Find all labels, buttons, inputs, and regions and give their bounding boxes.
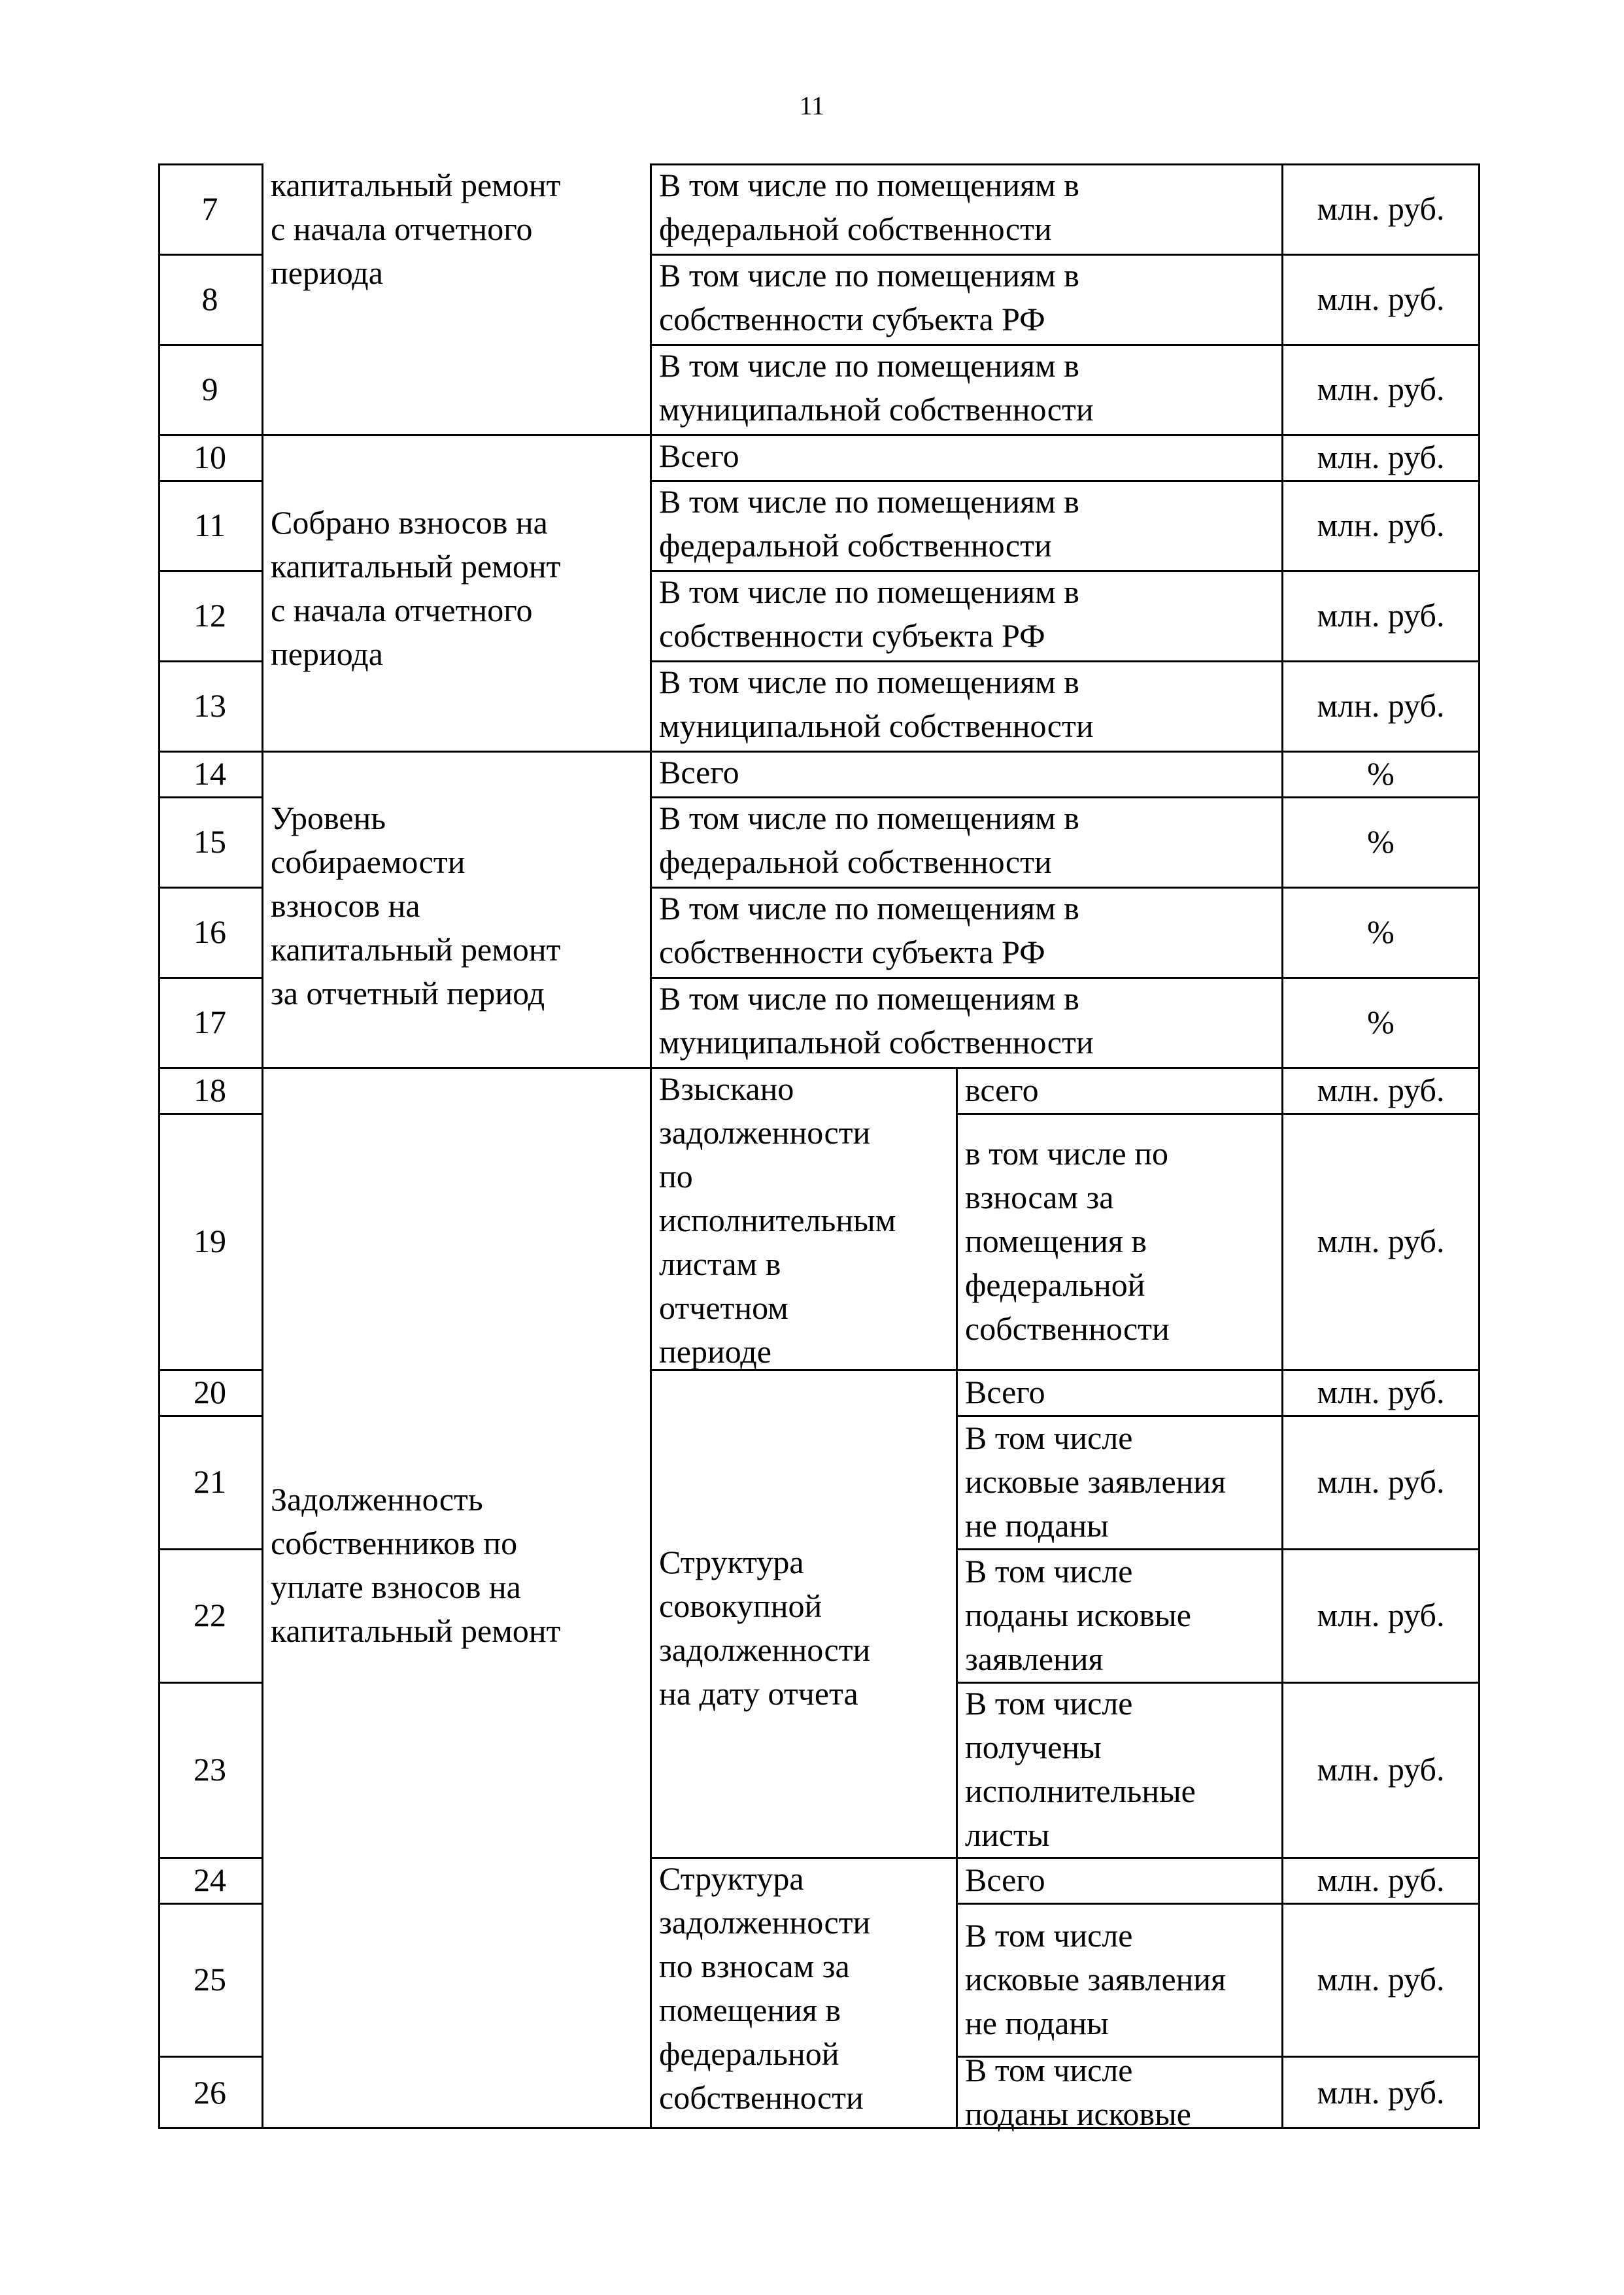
parameter-cell: В том числе по помещениям в федеральной собственности — [659, 483, 1079, 564]
unit-cell: % — [1367, 1003, 1395, 1040]
report-table — [158, 163, 1480, 2132]
row-number: 20 — [194, 1373, 226, 1410]
unit-cell: % — [1367, 823, 1395, 860]
unit-cell: млн. руб. — [1317, 1750, 1445, 1788]
row-number: 23 — [194, 1750, 226, 1788]
parameter-cell: В том числе по помещениям в собственности субъекта РФ — [659, 573, 1079, 654]
page-number: 11 — [799, 91, 825, 120]
unit-cell: млн. руб. — [1317, 1596, 1445, 1633]
group-label: Собрано взносов на капитальный ремонт с начала отчетного периода — [271, 504, 561, 672]
parameter-cell: В том числе по помещениям в муниципальной собственности — [659, 980, 1094, 1061]
row-number: 10 — [194, 438, 226, 475]
row-number: 19 — [194, 1222, 226, 1259]
group-label: Задолженность собственников по уплате взносов на капитальный ремонт — [271, 1481, 561, 1649]
row-number: 17 — [194, 1003, 226, 1040]
unit-cell: млн. руб. — [1317, 2073, 1445, 2111]
parameter-cell: В том числе по помещениям в муниципальной собственности — [659, 664, 1094, 744]
row-number: 15 — [194, 823, 226, 860]
unit-cell: млн. руб. — [1317, 1463, 1445, 1500]
parameter-cell: В том числе поданы исковые заявления — [965, 1552, 1191, 1677]
unit-cell: млн. руб. — [1317, 1373, 1445, 1410]
parameter-cell: В том числе по помещениям в муниципальной собственности — [659, 347, 1094, 428]
row-number: 21 — [194, 1463, 226, 1500]
parameter-cell: В том числе исковые заявления не поданы — [965, 1419, 1226, 1544]
subgroup-label: Структура совокупной задолженности на дату отчета — [659, 1544, 871, 1712]
unit-cell: млн. руб. — [1317, 280, 1445, 317]
parameter-cell: В том числе получены исполнительные листы — [965, 1685, 1196, 1853]
parameter-cell: В том числе исковые заявления не поданы — [965, 1916, 1226, 2041]
row-number: 7 — [201, 190, 218, 227]
unit-cell: млн. руб. — [1317, 1960, 1445, 1998]
row-number: 12 — [194, 596, 226, 634]
parameter-cell: Всего — [659, 437, 739, 474]
row-number: 8 — [201, 280, 218, 317]
parameter-cell: Всего — [965, 1861, 1045, 1898]
row-number: 25 — [194, 1960, 226, 1998]
row-number: 13 — [194, 687, 226, 724]
row-number: 14 — [194, 755, 226, 792]
row-number: 24 — [194, 1861, 226, 1898]
parameter-cell: в том числе по взносам за помещения в федеральной собственности — [965, 1134, 1170, 1347]
parameter-cell: всего — [965, 1071, 1039, 1108]
subgroup-label: Структура задолженности по взносам за помещения в федеральной собственности — [659, 1860, 871, 2116]
parameter-cell: В том числе по помещениям в собственности субъекта РФ — [659, 890, 1079, 970]
row-number: 9 — [201, 370, 218, 407]
unit-cell: % — [1367, 913, 1395, 950]
row-number: 16 — [194, 913, 226, 950]
group-label: капитальный ремонт с начала отчетного периода — [271, 167, 561, 291]
unit-cell: млн. руб. — [1317, 1861, 1445, 1898]
unit-cell: млн. руб. — [1317, 1222, 1445, 1259]
unit-cell: млн. руб. — [1317, 1071, 1445, 1108]
parameter-cell: Всего — [965, 1373, 1045, 1410]
row-number: 18 — [194, 1071, 226, 1108]
parameter-cell: В том числе по помещениям в федеральной собственности — [659, 800, 1079, 880]
row-number: 26 — [194, 2073, 226, 2111]
group-label: Уровень собираемости взносов на капитальный ремонт за отчетный период — [271, 800, 561, 1012]
subgroup-label: Взыскано задолженности по исполнительным листам в отчетном периоде — [659, 1070, 896, 1370]
unit-cell: млн. руб. — [1317, 438, 1445, 475]
unit-cell: % — [1367, 755, 1395, 792]
parameter-cell: В том числе поданы исковые — [965, 2052, 1191, 2132]
parameter-cell: Всего — [659, 754, 739, 790]
unit-cell: млн. руб. — [1317, 370, 1445, 407]
unit-cell: млн. руб. — [1317, 596, 1445, 634]
unit-cell: млн. руб. — [1317, 190, 1445, 227]
unit-cell: млн. руб. — [1317, 687, 1445, 724]
row-number: 11 — [194, 506, 226, 543]
parameter-cell: В том числе по помещениям в федеральной собственности — [659, 167, 1079, 247]
parameter-cell: В том числе по помещениям в собственности субъекта РФ — [659, 257, 1079, 337]
row-number: 22 — [194, 1596, 226, 1633]
unit-cell: млн. руб. — [1317, 506, 1445, 543]
